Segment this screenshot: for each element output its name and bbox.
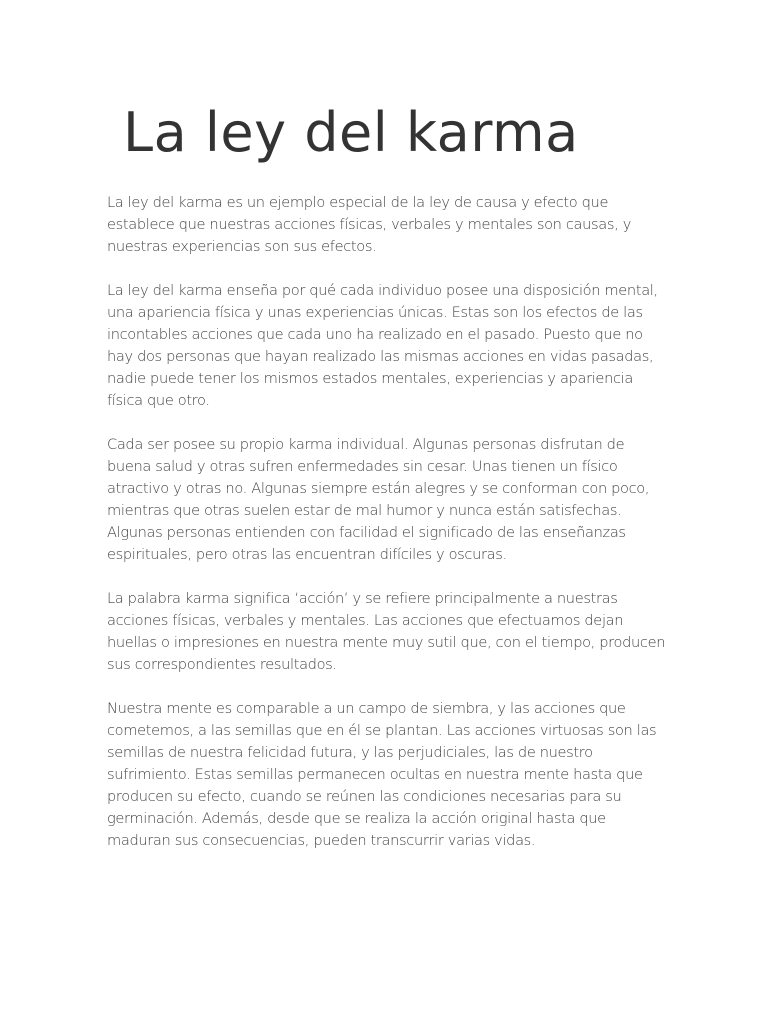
- paragraph-4: La palabra karma significa ‘acción’ y se refiere principalmente a nuestras acciones físicas, verbales y mentales. Las acciones que efectuamos dejan huellas o impresiones en nuestra mente muy sutil que, con el tiempo, producen sus correspondientes resultados.: [107, 590, 666, 673]
- paragraph-1: La ley del karma es un ejemplo especial de la ley de causa y efecto que establece que nuestras acciones físicas, verbales y mentales son causas, y nuestras experiencias son sus efectos.: [107, 194, 632, 255]
- document-body: [107, 192, 667, 874]
- paragraph-5: Nuestra mente es comparable a un campo de siembra, y las acciones que cometemos, a las semillas que en él se plantan. Las acciones virtuosas son las semillas de nuestra felicidad futura, y las perjudiciales, las de nuestro sufrimiento. Estas semillas permanecen ocultas en nuestra mente hasta que producen su efecto, cuando se reúnen las condiciones necesarias para su germinación. Además, desde que se realiza la acción original hasta que maduran sus consecuencias, pueden transcurrir varias vidas.: [107, 700, 657, 849]
- paragraph-3: Cada ser posee su propio karma individual. Algunas personas disfrutan de buena salud y otras sufren enfermedades sin cesar. Unas tienen un físico atractivo y otras no. Algunas siempre están alegres y se conforman con poco, mientras que otras suelen estar de mal humor y nunca están satisfechas. Algunas personas entienden con facilidad el significado de las enseñanzas espirituales, pero otras las encuentran difíciles y oscuras.: [107, 436, 650, 563]
- page-title: La ley del karma: [123, 101, 579, 164]
- paragraph-2: La ley del karma enseña por qué cada individuo posee una disposición mental, una apariencia física y unas experiencias únicas. Estas son los efectos de las incontables acciones que cada uno ha realizado en el pasado. Puesto que no hay dos personas que hayan realizado las mismas acciones en vidas pasadas, nadie puede tener los mismos estados mentales, experiencias y apariencia física que otro.: [107, 282, 658, 409]
